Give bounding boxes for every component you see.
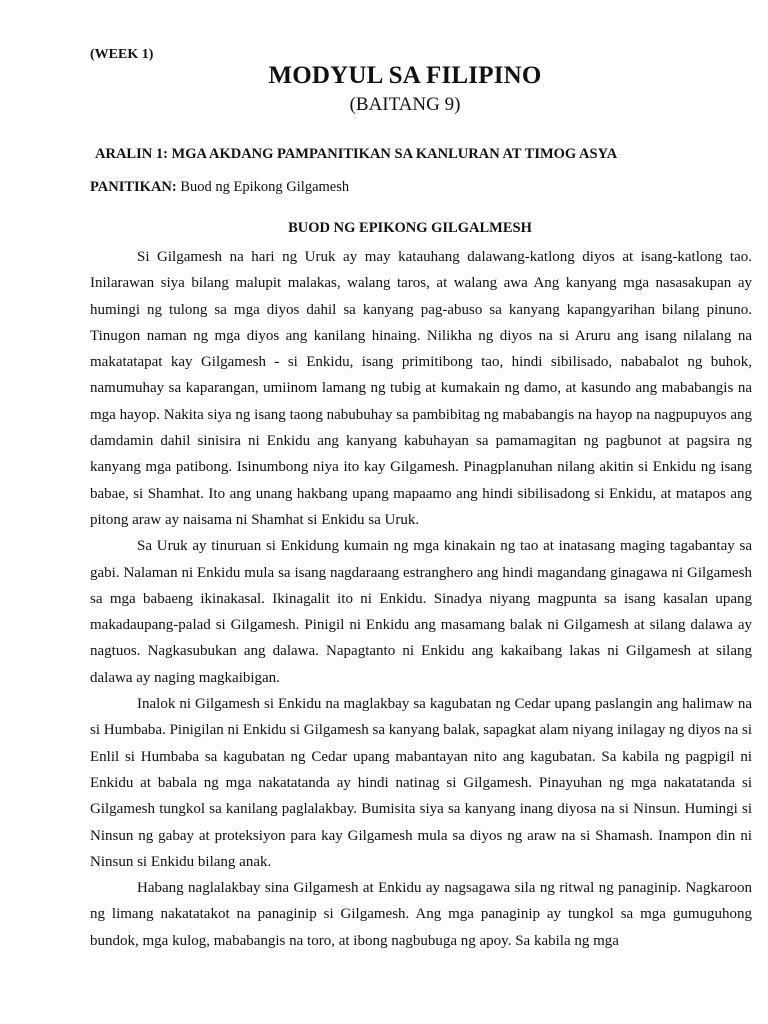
lesson-heading: ARALIN 1: MGA AKDANG PAMPANITIKAN SA KANLURAN AT TIMOG ASYA [95, 146, 618, 162]
grade-level: (BAITANG 9) [349, 94, 461, 115]
module-title: MODYUL SA FILIPINO [268, 62, 542, 89]
story-body [90, 244, 752, 954]
panitikan-label: PANITIKAN: [90, 179, 177, 195]
story-paragraph: Habang naglalakbay sina Gilgamesh at Enkidu ay nagsagawa sila ng ritwal ng panaginip. Nagkaroon ng limang nakatatakot na panaginip si Gilgamesh. Ang mga panaginip ay tungkol sa mga gumuguhong bundok, mga kulog, mababangis na toro, at ibong nagbubuga ng apoy. Sa kabila ng mga [90, 880, 752, 949]
panitikan-line [90, 179, 349, 196]
story-paragraph: Inalok ni Gilgamesh si Enkidu na maglakbay sa kagubatan ng Cedar upang paslangin ang halimaw na si Humbaba. Pinigilan ni Enkidu si Gilgamesh sa kanyang balak, sapagkat alam niyang inilagay ng diyos na si Enlil si Humbaba sa kagubatan ng Cedar upang mabantayan nito ang kagubatan. Sa kabila ng pagpigil ni Enkidu at babala ng mga nakatatanda ay hindi natinag si Gilgamesh. Pinayuhan ng mga nakatatanda si Gilgamesh tungkol sa kanilang paglalakbay. Bumisita siya sa kanyang inang diyosa na si Ninsun. Humingi si Ninsun ng gabay at proteksiyon para kay Gilgamesh mula sa diyos ng araw na si Shamash. Inampon din ni Ninsun si Enkidu bilang anak. [90, 696, 752, 870]
week-label: (WEEK 1) [90, 47, 154, 62]
story-paragraph: Si Gilgamesh na hari ng Uruk ay may katauhang dalawang-katlong diyos at isang-katlong tao. Inilarawan siya bilang malupit malakas, walang taros, at walang awa Ang kanyang mga nasasakupan ay humingi ng tulong sa mga diyos dahil sa kanyang pag-abuso sa kanyang kapangyarihan bilang pinuno. Tinugon naman ng mga diyos ang kanilang hinaing. Nilikha ng diyos na si Aruru ang isang nilalang na makatatapat kay Gilgamesh - si Enkidu, isang primitibong tao, hindi sibilisado, nababalot ng buhok, namumuhay sa kaparangan, umiinom lamang ng tubig at kumakain ng damo, at kasundo ang mababangis na mga hayop. Nakita siya ng isang taong nabubuhay sa pambibitag ng mababangis na hayop na nagpupuyos ang damdamin dahil sinisira ni Enkidu ang kanyang kabuhayan sa pamamagitan ng pagbunot at pagsira ng kanyang mga patibong. Isinumbong niya ito kay Gilgamesh. Pinagplanuhan nilang akitin si Enkidu ng isang babae, si Shamhat. Ito ang unang hakbang upang mapaamo ang hindi sibilisadong si Enkidu, at matapos ang pitong araw ay naisama ni Shamhat si Enkidu sa Uruk. [90, 249, 752, 528]
panitikan-value: Buod ng Epikong Gilgamesh [180, 179, 350, 195]
story-paragraph: Sa Uruk ay tinuruan si Enkidung kumain ng mga kinakain ng tao at inatasang maging tagabantay sa gabi. Nalaman ni Enkidu mula sa isang nagdaraang estranghero ang hindi magandang ginagawa ni Gilgamesh sa mga babaeng ikinakasal. Ikinagalit ito ni Enkidu. Sinadya niyang magpunta sa isang kasalan upang makadaupang-palad si Gilgamesh. Pinigil ni Enkidu ang masamang balak ni Gilgamesh at silang dalawa ay nagtuos. Nagkasubukan ang dalawa. Napagtanto ni Enkidu ang kakaibang lakas ni Gilgamesh at silang dalawa ay naging magkaibigan. [90, 538, 752, 686]
story-title: BUOD NG EPIKONG GILGALMESH [288, 220, 532, 236]
